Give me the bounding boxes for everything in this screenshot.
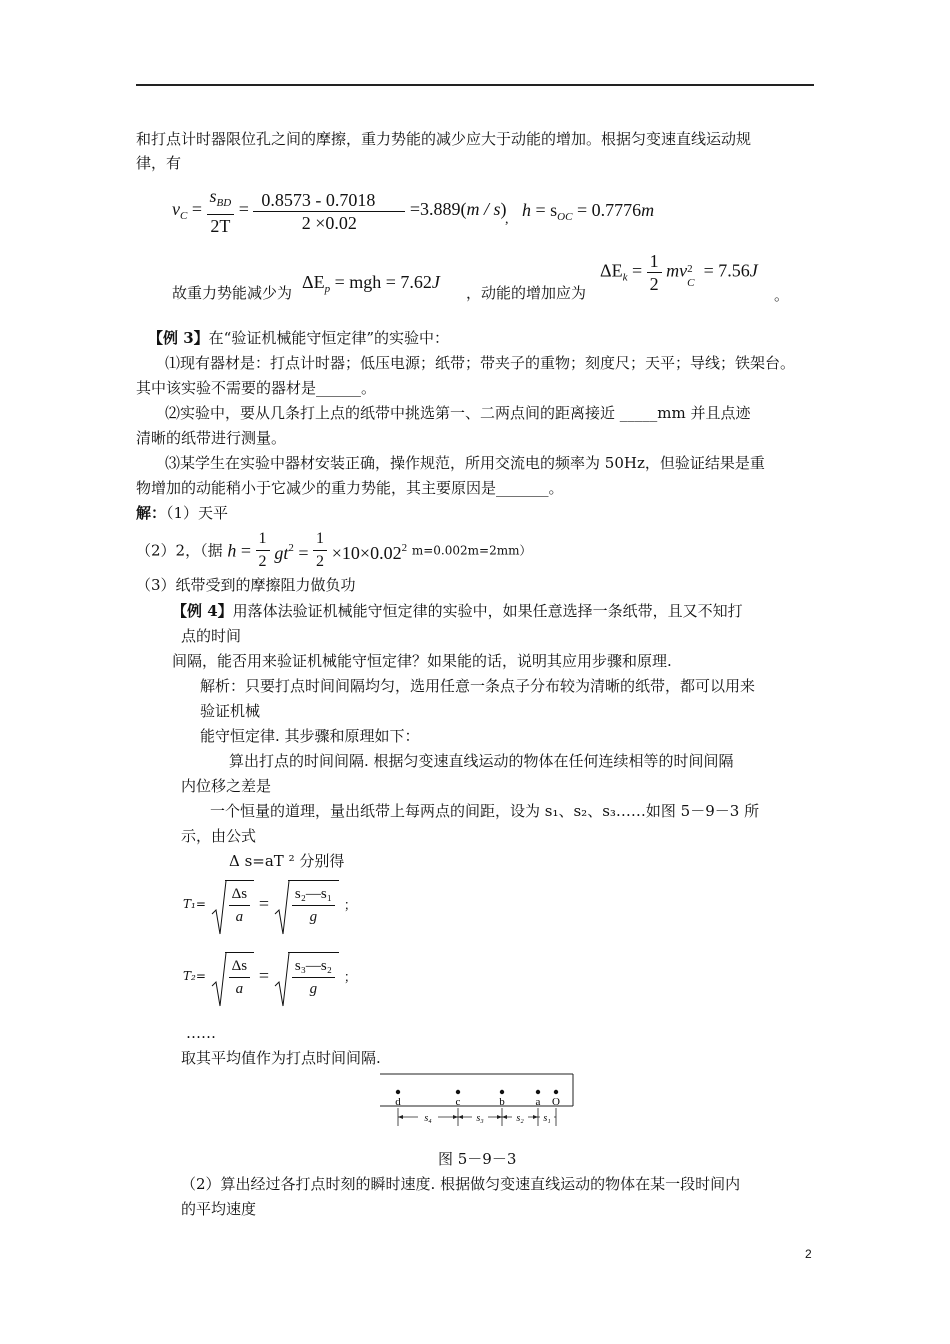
ex4-a-line6: 一个恒量的道理，量出纸带上每两点的间距，设为 s₁、s₂、s₃……如图 5－9－3 所 [210, 802, 760, 820]
ex3-q1-line2: 其中该实验不需要的器材是______。 [136, 379, 377, 397]
equation-dep: $\Delta E_p$ = mgh = 7.62J [302, 272, 440, 295]
tape-label-a: a [535, 1096, 541, 1108]
ex3-q3-line2: 物增加的动能稍小于它减少的重力势能，其主要原因是_______。 [136, 479, 564, 497]
ex4-q-line3: 间隔，能否用来验证机械能守恒定律？如果能的话，说明其应用步骤和原理. [172, 652, 672, 670]
tape-dot-b [500, 1090, 504, 1094]
figure-caption: 图 5－9－3 [438, 1150, 517, 1168]
tape-label-d: d [395, 1096, 401, 1108]
avg-text: 取其平均值作为打点时间间隔. [181, 1049, 381, 1067]
tape-dot-a [536, 1090, 540, 1094]
seg-s1: s₁ [543, 1113, 551, 1124]
seg-s2: s₂ [516, 1113, 524, 1124]
ex4-q-line2: 点的时间 [181, 627, 242, 645]
energy-period: 。 [774, 286, 790, 304]
equation-comma: , [505, 212, 509, 227]
ex4-a-line4: 算出打点的时间间隔. 根据匀变速直线运动的物体在任何连续相等的时间间隔 [229, 752, 734, 770]
ellipsis: …… [186, 1024, 216, 1042]
tape-dot-c [456, 1090, 460, 1094]
ex4-p2-line1: （2）算出经过各打点时刻的瞬时速度. 根据做匀变速直线运动的物体在某一段时间内 [181, 1175, 741, 1193]
energy-mid: ，动能的增加应为 [466, 284, 587, 302]
tape-figure [378, 1072, 578, 1132]
ex3-q1-line1: ⑴现有器材是：打点计时器；低压电源；纸带；带夹子的重物；刻度尺；天平；导线；铁架台。 [165, 354, 796, 372]
tape-label-c: c [455, 1096, 461, 1108]
ex3-q3-line1: ⑶某学生在实验中器材安装正确，操作规范，所用交流电的频率为 50Hz，但验证结果是重 [165, 454, 765, 472]
ex4-a-line1: 解析：只要打点时间间隔均匀，选用任意一条点子分布较为清晰的纸带，都可以用来 [200, 677, 756, 695]
example-3-header: 【例 3】在“验证机械能守恒定律”的实验中： [148, 329, 450, 347]
ex4-a-line7: 示，由公式 [181, 827, 257, 845]
ex4-a-line3: 能守恒定律. 其步骤和原理如下： [200, 727, 420, 745]
seg-s4: s₄ [424, 1113, 432, 1124]
ex4-p2-line2: 的平均速度 [181, 1200, 257, 1218]
intro-line-1: 和打点计时器限位孔之间的摩擦，重力势能的减少应大于动能的增加。根据匀变速直线运动规 [136, 130, 752, 148]
header-rule [136, 84, 814, 86]
intro-line-2: 律，有 [136, 154, 182, 172]
energy-prefix: 故重力势能减少为 [172, 284, 293, 302]
fraction-values: $\frac{0.8573 - 0.7018}{2 \times 0.02}$ [253, 189, 405, 234]
tape-dot-d [396, 1090, 400, 1094]
example-4-header: 【例 4】用落体法验证机械能守恒定律的实验中，如果任意选择一条纸带，且又不知打 [172, 602, 743, 620]
equation-vc: $v_C$ = $\frac{s_{BD}}{2T}$ = $\frac{0.8573 - 0.7018}{2 \times 0.02}$ =3.889(m / s) [172, 186, 507, 236]
ex4-a-line5: 内位移之差是 [181, 777, 272, 795]
ex4-a-line8: Δ s=aT ² 分别得 [229, 852, 345, 870]
ex3-solution-1: 解：（1）天平 [136, 504, 229, 522]
equation-h: $h = s_{OC} = 0.7776m$ [522, 200, 655, 223]
ex3-solution-2: （2）2，（据 h = $\frac{1}{2}$ $gt^2$ = $\frac{1}{2}$ $\times 10\times 0.02^2$ m=0.002m=2mm） [136, 530, 532, 570]
equation-dek: $\Delta E_k$ = $\frac{1}{2}$ mv 2 C = 7.56J [600, 251, 758, 294]
formula-t1: T₁= $\frac{\Delta s}{a}$ = $\frac{\text{s₂—s₁}}{g}$ ； [183, 880, 357, 928]
tape-label-b: b [499, 1096, 505, 1108]
seg-s3: s₃ [476, 1113, 484, 1124]
ex3-q2-line2: 清晰的纸带进行测量。 [136, 429, 287, 447]
formula-t2: T₂= $\frac{\Delta s}{a}$ = $\frac{\text{s₃—s₂}}{g}$ ； [183, 952, 357, 1000]
page-number: 2 [805, 1247, 812, 1261]
tape-label-o: O [552, 1096, 560, 1108]
ex3-solution-3: （3）纸带受到的摩擦阻力做负功 [136, 576, 356, 594]
fraction-sbd-2t: $\frac{s_{BD}}{2T}$ [207, 185, 235, 237]
ex3-q2-line1: ⑵实验中，要从几条打上点的纸带中挑选第一、二两点间的距离接近 _____mm 并且点迹 [165, 404, 751, 422]
tape-dot-o [554, 1090, 558, 1094]
ex4-a-line2: 验证机械 [200, 702, 261, 720]
